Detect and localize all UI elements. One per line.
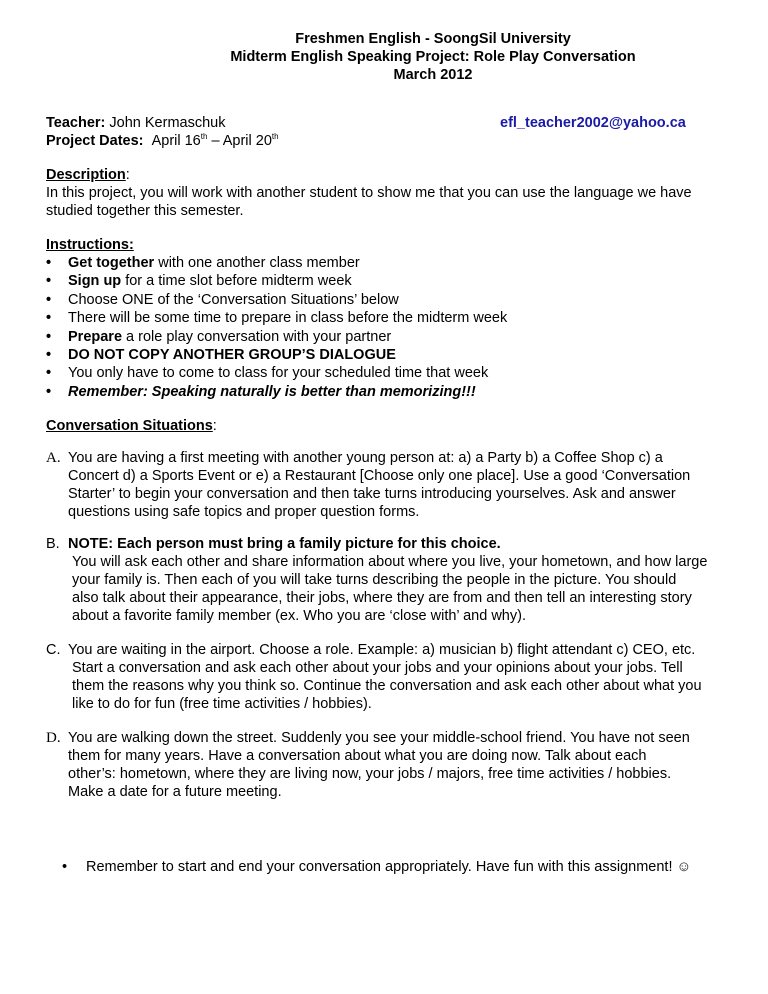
situations-colon: : [212, 418, 217, 435]
description-section [46, 166, 746, 220]
bullet-icon: • [46, 328, 52, 345]
header-course: Freshmen English - SoongSil University [295, 31, 571, 47]
teacher-name: John Kermaschuk [109, 115, 226, 131]
situation-text-line: like to do for fun (free time activities / hobbies). [72, 696, 372, 713]
situation-text-line: other’s: hometown, where they are living now, your jobs / majors, free time activities / hobbies. [68, 766, 672, 783]
date-end-suffix: th [271, 132, 279, 141]
bullet-icon: • [46, 310, 52, 327]
situation-text-line: them for many years. Have a conversation about what you are doing now. Talk about each [68, 748, 647, 765]
date-start-suffix: th [200, 132, 208, 141]
situation-a [46, 449, 746, 521]
situation-text-line: You are having a first meeting with another young person at: a) a Party b) a Coffee Shop c) a [68, 450, 663, 467]
situation-d [46, 729, 746, 801]
situation-letter: A. [46, 450, 61, 467]
final-reminder-text: Remember to start and end your conversation appropriately. Have fun with this assignment! ☺ [86, 859, 692, 875]
instruction-item: • Sign up for a time slot before midterm week [46, 273, 352, 290]
instruction-item: • There will be some time to prepare in class before the midterm week [46, 310, 508, 327]
situation-b [46, 535, 746, 625]
situation-text-line: Start a conversation and ask each other about your jobs and your opinions about your jobs. Tell [72, 660, 683, 677]
situation-letter: D. [46, 730, 61, 747]
description-heading: Description [46, 167, 126, 183]
teacher-label: Teacher: [46, 115, 106, 131]
bullet-icon: • [62, 859, 68, 875]
bullet-icon: • [46, 346, 52, 363]
project-dates-line [46, 132, 746, 150]
situation-text-line: your family is. Then each of you will take turns describing the people in the picture. You should [72, 572, 677, 589]
situation-text-line: also talk about their appearance, their jobs, where they are from and then tell an interesting story [72, 590, 692, 607]
bullet-icon: • [46, 291, 52, 308]
instruction-item: • You only have to come to class for your scheduled time that week [46, 365, 489, 382]
situation-letter: B. [46, 536, 60, 553]
situation-text-line: You will ask each other and share information about where you live, your hometown, and how large [72, 554, 708, 571]
situations-section [46, 417, 746, 801]
project-dates-label: Project Dates: [46, 133, 144, 149]
situation-c [46, 641, 746, 713]
situation-b-note: NOTE: Each person must bring a family picture for this choice. [68, 536, 501, 553]
bullet-icon: • [46, 273, 52, 290]
instructions-heading: Instructions: [46, 237, 134, 253]
instruction-item: • Choose ONE of the ‘Conversation Situations’ below [46, 291, 399, 308]
instruction-item: • Get together with one another class member [46, 255, 360, 271]
teacher-email-link[interactable]: efl_teacher2002@yahoo.ca [500, 115, 686, 131]
instruction-item: • Remember: Speaking naturally is better than memorizing!!! [46, 383, 476, 400]
date-end: – April 20 [211, 133, 272, 149]
bullet-icon: • [46, 365, 52, 382]
header-project-title: Midterm English Speaking Project: Role Play Conversation [230, 49, 636, 65]
situation-text-line: about a favorite family member (ex. Who you are ‘close with’ and why). [72, 608, 526, 625]
situation-text-line: Make a date for a future meeting. [68, 784, 282, 801]
situation-letter: C. [46, 642, 61, 659]
situation-text-line: questions using safe topics and proper question forms. [68, 504, 420, 521]
instructions-list [46, 254, 746, 401]
header-date: March 2012 [393, 67, 473, 83]
situations-heading: Conversation Situations [46, 418, 213, 435]
date-start: April 16 [151, 133, 201, 149]
situation-text-line: You are waiting in the airport. Choose a role. Example: a) musician b) flight attendant c) CEO, etc. [68, 642, 696, 659]
description-colon: : [125, 167, 130, 183]
bullet-icon: • [46, 255, 52, 271]
final-reminder [62, 858, 691, 876]
description-text-1: In this project, you will work with another student to show me that you can use the language we have [46, 185, 692, 201]
instructions-section [46, 236, 746, 401]
situation-text-line: Concert d) a Sports Event or e) a Restaurant [Choose only one place]. Use a good ‘Conversation [68, 468, 691, 485]
teacher-line [46, 114, 746, 132]
document-page [46, 30, 746, 801]
situation-text-line: You are walking down the street. Suddenly you see your middle-school friend. You have not seen [68, 730, 690, 747]
bullet-icon: • [46, 383, 52, 400]
situation-text-line: them the reasons why you think so. Continue the conversation and ask each other about what you [72, 678, 702, 695]
description-text-2: studied together this semester. [46, 203, 244, 219]
instruction-item: • DO NOT COPY ANOTHER GROUP’S DIALOGUE [46, 346, 396, 363]
document-header [0, 30, 768, 84]
situation-text-line: Starter’ to begin your conversation and then take turns introducing yourselves. Ask and answer [68, 486, 676, 503]
instruction-item: • Prepare a role play conversation with your partner [46, 328, 392, 345]
